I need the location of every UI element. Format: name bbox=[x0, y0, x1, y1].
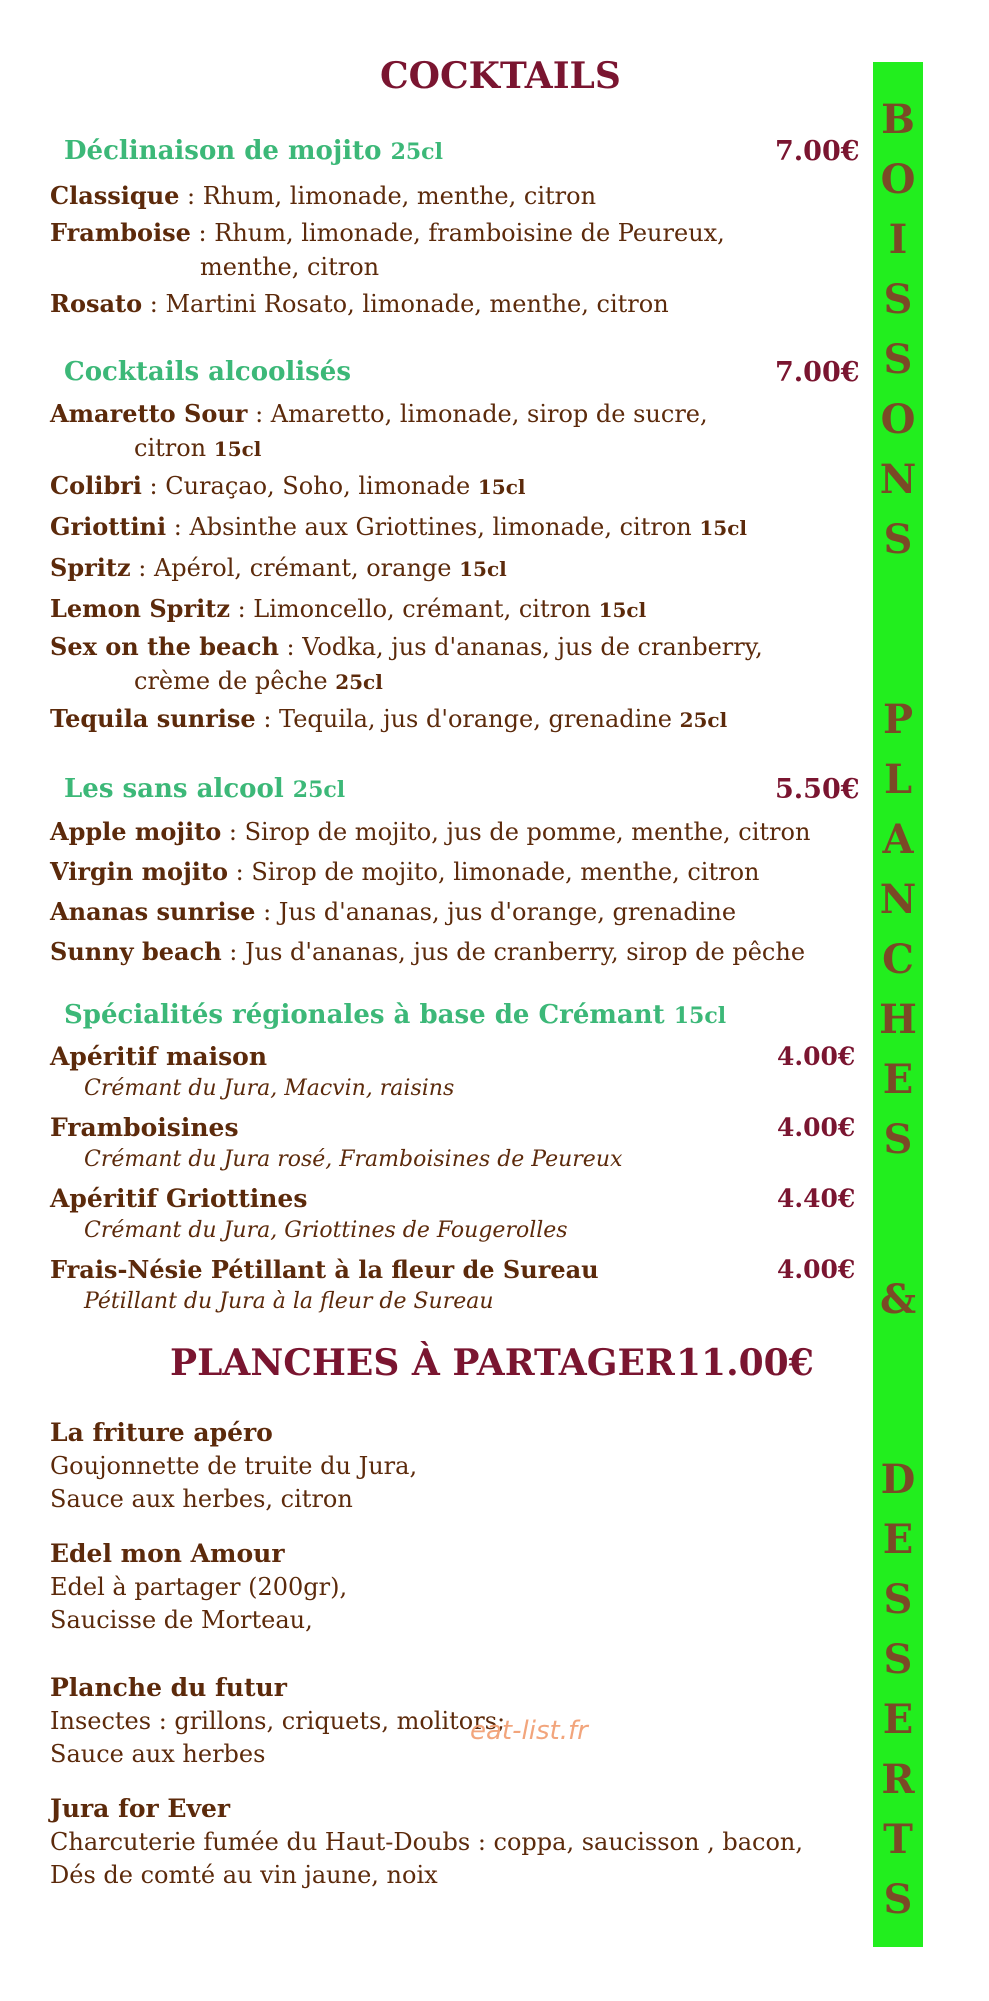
cocktails-title: COCKTAILS bbox=[380, 55, 621, 97]
specialite-desc: Pétillant du Jura à la fleur de Sureau bbox=[84, 1289, 494, 1314]
list-item: Griottini : Absinthe aux Griottines, limonade, citron 15cl bbox=[50, 512, 747, 541]
sidebar-banner bbox=[873, 62, 923, 1947]
section-sans-price: 5.50€ bbox=[775, 774, 860, 805]
list-item: Lemon Spritz : Limoncello, crémant, citron 15cl bbox=[50, 594, 647, 623]
list-item: Framboise : Rhum, limonade, framboisine de Peureux, bbox=[50, 218, 725, 247]
planche-desc: Insectes : grillons, criquets, molitors; Sauce aux herbes bbox=[50, 1707, 506, 1768]
list-item: Ananas sunrise : Jus d'ananas, jus d'orange, grenadine bbox=[50, 897, 737, 926]
sidebar-letter: S bbox=[883, 1116, 913, 1163]
list-item: Tequila sunrise : Tequila, jus d'orange, grenadine 25cl bbox=[50, 704, 728, 733]
list-item: Classique : Rhum, limonade, menthe, citron bbox=[50, 181, 597, 210]
sidebar-letter: T bbox=[883, 1816, 913, 1863]
sidebar-letter: E bbox=[882, 1516, 914, 1563]
section-name: Spécialités régionales à base de Crémant bbox=[64, 1000, 665, 1030]
section-specialites-title bbox=[64, 1000, 726, 1030]
sidebar-letter: S bbox=[883, 1576, 913, 1623]
sidebar-letter: S bbox=[883, 1876, 913, 1923]
list-item: Virgin mojito : Sirop de mojito, limonade, menthe, citron bbox=[50, 857, 760, 886]
list-item: Apple mojito : Sirop de mojito, jus de pomme, menthe, citron bbox=[50, 817, 811, 846]
sidebar-letter: B bbox=[881, 96, 915, 143]
sidebar-letter: P bbox=[882, 696, 914, 743]
list-item: Sex on the beach : Vodka, jus d'ananas, jus de cranberry, bbox=[50, 632, 763, 661]
sans-list bbox=[50, 812, 810, 972]
planche-name: La friture apéro bbox=[50, 1418, 273, 1447]
specialite-name: Apéritif Griottines bbox=[50, 1184, 308, 1213]
specialite-price: 4.40€ bbox=[777, 1184, 856, 1213]
sidebar-letter: E bbox=[882, 1056, 914, 1103]
sidebar-letter: H bbox=[879, 996, 917, 1043]
sidebar-letter: S bbox=[883, 276, 913, 323]
sidebar-letter: O bbox=[880, 156, 916, 203]
list-item: Sunny beach : Jus d'ananas, jus de cranberry, sirop de pêche bbox=[50, 937, 806, 966]
sidebar-letter: S bbox=[883, 1636, 913, 1683]
planches-price: 11.00€ bbox=[676, 1342, 814, 1384]
planche-desc: Edel à partager (200gr), Saucisse de Morteau, bbox=[50, 1573, 348, 1634]
section-sans-title bbox=[64, 774, 345, 804]
sidebar-letter: S bbox=[883, 336, 913, 383]
section-alcool-price: 7.00€ bbox=[775, 357, 860, 388]
list-item-continuation: citron 15cl bbox=[134, 434, 262, 462]
section-volume: 15cl bbox=[673, 1003, 727, 1029]
planche-name: Planche du futur bbox=[50, 1673, 287, 1702]
sidebar-letter: O bbox=[880, 396, 916, 443]
specialite-desc: Crémant du Jura, Griottines de Fougerolles bbox=[84, 1218, 568, 1243]
sidebar-letter: & bbox=[879, 1276, 917, 1323]
specialite-name: Framboisines bbox=[50, 1113, 239, 1142]
specialite-price: 4.00€ bbox=[777, 1255, 856, 1284]
planche-desc: Charcuterie fumée du Haut-Doubs : coppa, saucisson , bacon, Dés de comté au vin jaune, noix bbox=[50, 1828, 803, 1889]
section-mojito-title bbox=[64, 136, 443, 166]
watermark: eat-list.fr bbox=[470, 1716, 588, 1746]
sidebar-letter: I bbox=[888, 216, 908, 263]
specialite-name: Frais-Nésie Pétillant à la fleur de Sureau bbox=[50, 1255, 599, 1284]
specialite-price: 4.00€ bbox=[777, 1042, 856, 1071]
sidebar-letter: L bbox=[883, 756, 913, 803]
list-item: Amaretto Sour : Amaretto, limonade, sirop de sucre, bbox=[50, 399, 708, 428]
list-item-continuation: menthe, citron bbox=[200, 253, 380, 281]
sidebar-letter: E bbox=[882, 1696, 914, 1743]
specialite-name: Apéritif maison bbox=[50, 1042, 268, 1071]
list-item: Spritz : Apérol, crémant, orange 15cl bbox=[50, 553, 507, 582]
section-volume: 25cl bbox=[292, 777, 346, 803]
specialite-desc: Crémant du Jura rosé, Framboisines de Peureux bbox=[84, 1147, 623, 1172]
mojito-list bbox=[50, 176, 725, 324]
list-item-continuation: crème de pêche 25cl bbox=[134, 667, 383, 695]
planches-title: PLANCHES À PARTAGER bbox=[170, 1342, 675, 1384]
sidebar-letter: R bbox=[881, 1756, 915, 1803]
sidebar-letter: A bbox=[882, 816, 914, 863]
sidebar-letter: C bbox=[882, 936, 914, 983]
planche-desc: Goujonnette de truite du Jura, Sauce aux herbes, citron bbox=[50, 1452, 418, 1513]
planche-name: Edel mon Amour bbox=[50, 1539, 285, 1568]
sidebar-letter: D bbox=[880, 1456, 916, 1503]
specialite-price: 4.00€ bbox=[777, 1113, 856, 1142]
section-mojito-price: 7.00€ bbox=[775, 136, 860, 167]
section-alcool-title: Cocktails alcoolisés bbox=[64, 357, 351, 387]
sidebar-letter: N bbox=[879, 876, 917, 923]
sidebar-letter: N bbox=[879, 456, 917, 503]
alcool-list bbox=[50, 397, 763, 740]
planche-name: Jura for Ever bbox=[50, 1794, 231, 1823]
section-name: Déclinaison de mojito bbox=[64, 136, 382, 166]
list-item: Colibri : Curaçao, Soho, limonade 15cl bbox=[50, 471, 526, 500]
section-name: Les sans alcool bbox=[64, 774, 284, 804]
sidebar-letter: S bbox=[883, 516, 913, 563]
specialite-desc: Crémant du Jura, Macvin, raisins bbox=[84, 1076, 455, 1101]
section-volume: 25cl bbox=[390, 139, 443, 165]
list-item: Rosato : Martini Rosato, limonade, menthe, citron bbox=[50, 289, 669, 318]
